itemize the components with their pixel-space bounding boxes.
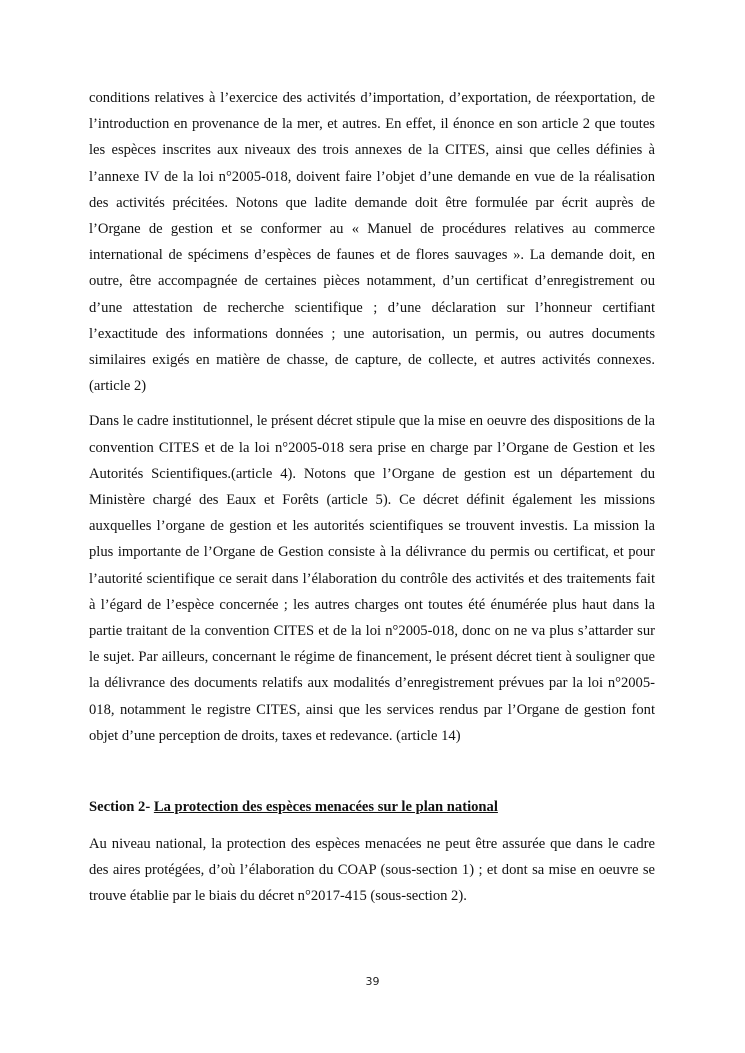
section-label: Section 2- xyxy=(89,799,151,815)
section-title: La protection des espèces menacées sur le plan national xyxy=(153,799,498,815)
section-heading xyxy=(89,794,655,820)
paragraph-cites-conditions: conditions relatives à l’exercice des activités d’importation, d’exportation, de réexportation, de l’introduction en provenance de la mer, et autres. En effet, il énonce en son article 2 que toutes les espèces inscrites aux niveaux des trois annexes de la CITES, ainsi que celles définies à l’annexe IV de la loi n°2005-018, doivent faire l’objet d’une demande en vue de la réalisation des activités précitées. Notons que ladite demande doit être formulée par écrit auprès de l’Organe de gestion et se conformer au « Manuel de procédures relatives au commerce international de spécimens d’espèces de faunes et de flores sauvages ». La demande doit, en outre, être accompagnée de certaines pièces notamment, d’un certificat d’enregistrement ou d’une attestation de recherche scientifique ; d’une déclaration sur l’honneur certifiant l’exactitude des informations données ; une autorisation, un permis, ou autres documents similaires exigés en matière de chasse, de capture, de collecte, et autres activités connexes. (article 2) xyxy=(89,90,655,395)
body-text xyxy=(89,85,655,749)
paragraph-national-protection: Au niveau national, la protection des espèces menacées ne peut être assurée que dans le cadre des aires protégées, d’où l’élaboration du COAP (sous-section 1) ; et dont sa mise en oeuvre se trouve établie par le biais du décret n°2017-415 (sous-section 2). xyxy=(89,836,655,905)
paragraph-institutional-framework: Dans le cadre institutionnel, le présent décret stipule que la mise en oeuvre des dispositions de la convention CITES et de la loi n°2005-018 sera prise en charge par l’Organe de Gestion et les Autorités Scientifiques.(article 4). Notons que l’Organe de gestion est un département du Ministère chargé des Eaux et Forêts (article 5). Ce décret définit également les missions auxquelles l’organe de gestion et les autorités scientifiques se trouvent investis. La mission la plus importante de l’Organe de Gestion consiste à la délivrance du permis ou certificat, et pour l’autorité scientifique ce serait dans l’élaboration du contrôle des activités et des traitements fait à l’égard de l’espèce concernée ; les autres charges ont toutes été énumérée plus haut dans la partie traitant de la convention CITES et de la loi n°2005-018, donc on ne va plus s’attarder sur le sujet. Par ailleurs, concernant le régime de financement, le présent décret tient à souligner que la délivrance des documents relatifs aux modalités d’enregistrement prévues par la loi n°2005-018, notamment le registre CITES, ainsi que les services rendus par l’Organe de gestion font objet d’une perception de droits, taxes et redevance. (article 14) xyxy=(89,413,655,744)
page-number: 39 xyxy=(365,975,380,988)
